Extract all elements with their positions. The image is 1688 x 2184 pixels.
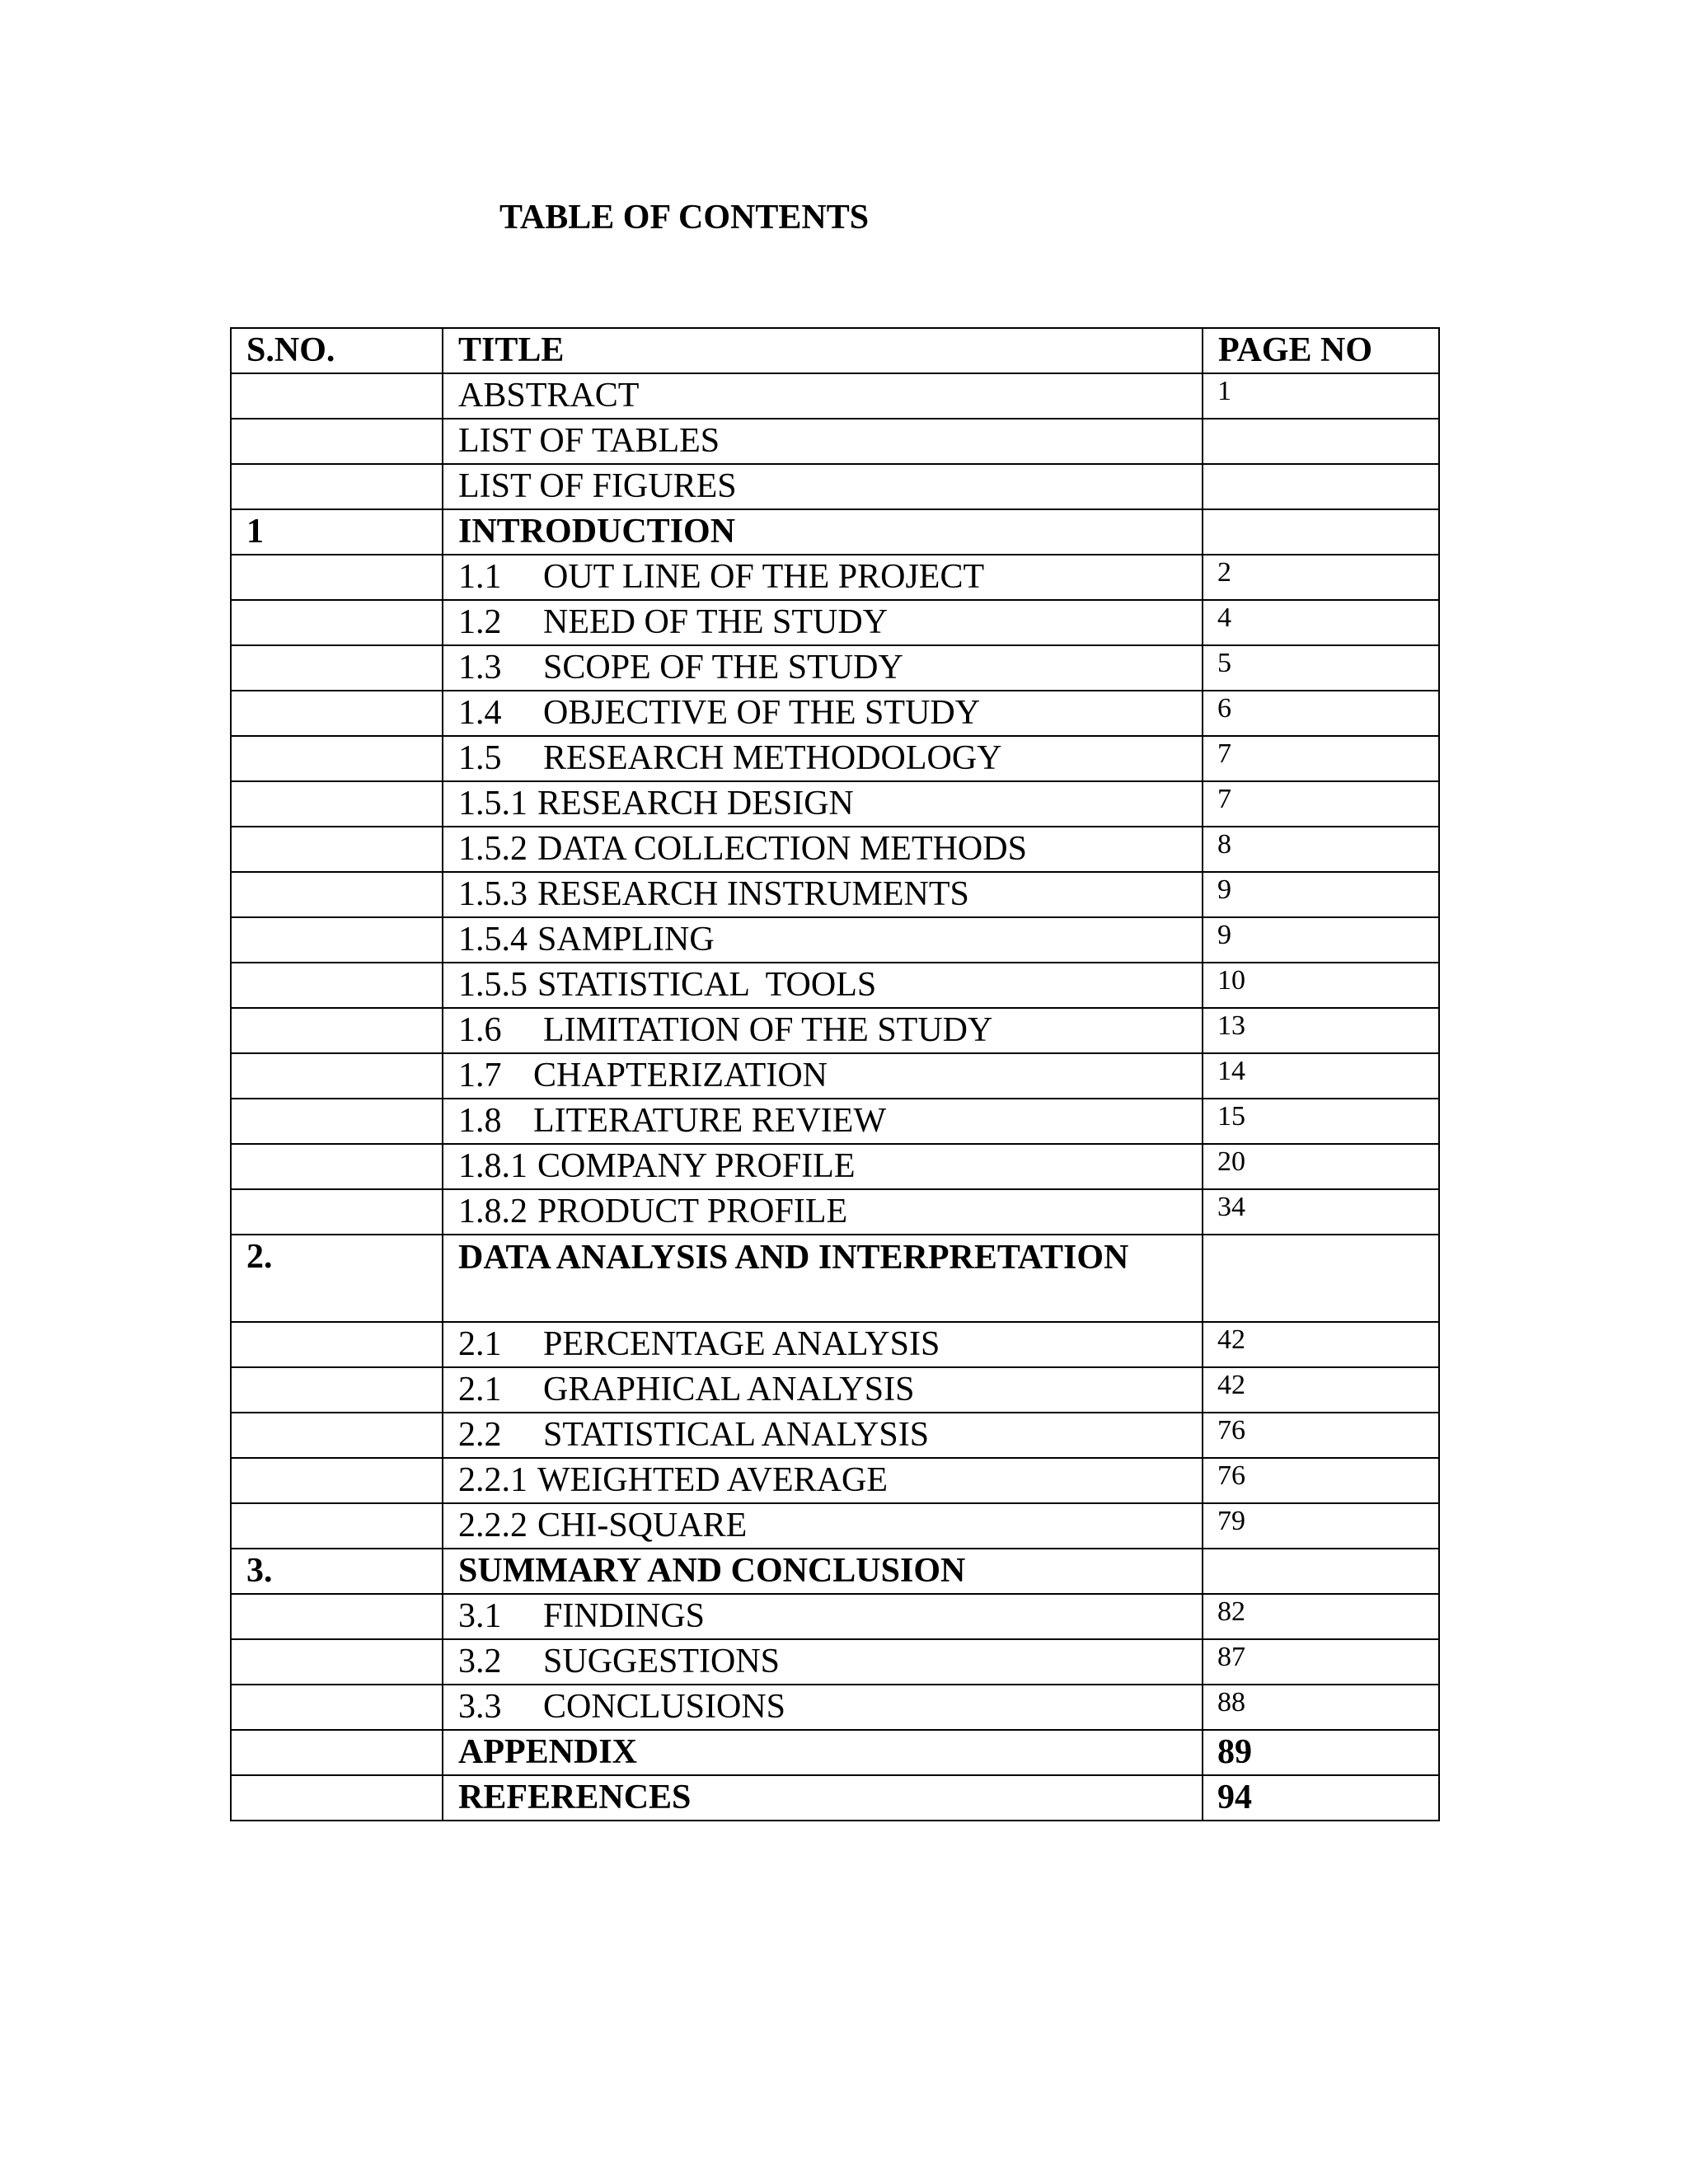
row-page-number: 76	[1203, 1458, 1439, 1503]
section-number: 1.2	[458, 603, 502, 641]
row-sno	[231, 1322, 443, 1367]
table-row	[231, 1639, 1439, 1685]
table-row	[231, 1594, 1439, 1639]
row-title	[443, 464, 1203, 509]
section-label: OUT LINE OF THE PROJECT	[543, 558, 985, 596]
table-row	[231, 917, 1439, 963]
row-title	[443, 1458, 1203, 1503]
section-label: PERCENTAGE ANALYSIS	[543, 1325, 940, 1363]
row-sno	[231, 736, 443, 781]
row-page-number: 8	[1203, 827, 1439, 872]
row-title	[443, 1503, 1203, 1549]
row-page-number: 94	[1203, 1775, 1439, 1821]
contents-body	[231, 373, 1439, 1821]
row-sno	[231, 1367, 443, 1413]
row-sno	[231, 600, 443, 645]
row-title	[443, 1685, 1203, 1730]
section-label: NEED OF THE STUDY	[543, 603, 889, 641]
section-number: 1.5.3	[458, 875, 528, 913]
header-page: PAGE NO	[1203, 328, 1439, 373]
section-number: 1.8.1	[458, 1147, 528, 1185]
row-sno	[231, 419, 443, 464]
row-page-number: 14	[1203, 1053, 1439, 1099]
table-row	[231, 1413, 1439, 1458]
row-page-number: 76	[1203, 1413, 1439, 1458]
row-title	[443, 1639, 1203, 1685]
table-row	[231, 1730, 1439, 1775]
row-title	[443, 872, 1203, 917]
row-sno: 1	[231, 509, 443, 555]
row-page-number: 10	[1203, 963, 1439, 1008]
row-page-number: 15	[1203, 1099, 1439, 1144]
section-number: 1.8	[458, 1102, 502, 1140]
row-title	[443, 691, 1203, 736]
section-label: INTRODUCTION	[458, 513, 736, 551]
row-page-number: 4	[1203, 600, 1439, 645]
section-number: 2.1	[458, 1325, 502, 1363]
section-label: DATA ANALYSIS AND INTERPRETATION	[458, 1239, 1129, 1277]
row-page-number: 42	[1203, 1322, 1439, 1367]
section-number: 1.5.1	[458, 785, 528, 823]
section-label: SUMMARY AND CONCLUSION	[458, 1552, 966, 1590]
row-sno	[231, 1189, 443, 1235]
row-sno	[231, 827, 443, 872]
section-label: RESEARCH METHODOLOGY	[543, 739, 1002, 777]
row-page-number: 42	[1203, 1367, 1439, 1413]
row-title	[443, 781, 1203, 827]
row-title	[443, 1053, 1203, 1099]
table-row	[231, 1053, 1439, 1099]
row-page-number: 34	[1203, 1189, 1439, 1235]
row-title	[443, 1235, 1203, 1322]
row-title	[443, 1144, 1203, 1189]
row-page-number	[1203, 1549, 1439, 1594]
row-title	[443, 1367, 1203, 1413]
row-sno	[231, 373, 443, 419]
table-row	[231, 1189, 1439, 1235]
row-sno	[231, 1503, 443, 1549]
section-number: 1.3	[458, 649, 502, 687]
row-sno: 2.	[231, 1235, 443, 1322]
row-page-number: 2	[1203, 555, 1439, 600]
section-label: CONCLUSIONS	[543, 1688, 786, 1726]
row-sno	[231, 464, 443, 509]
row-title	[443, 917, 1203, 963]
row-page-number: 7	[1203, 781, 1439, 827]
row-sno	[231, 1099, 443, 1144]
section-number: 1.5.5	[458, 966, 528, 1004]
row-sno	[231, 1730, 443, 1775]
row-page-number: 9	[1203, 872, 1439, 917]
table-row	[231, 1367, 1439, 1413]
header-title: TITLE	[443, 328, 1203, 373]
table-row	[231, 827, 1439, 872]
section-label: FINDINGS	[543, 1597, 706, 1635]
section-label: OBJECTIVE OF THE STUDY	[543, 694, 981, 732]
row-title	[443, 1322, 1203, 1367]
section-number: 1.6	[458, 1011, 502, 1049]
table-row	[231, 1322, 1439, 1367]
row-title	[443, 827, 1203, 872]
section-number: 2.2.1	[458, 1461, 528, 1499]
row-page-number	[1203, 509, 1439, 555]
section-number: 3.2	[458, 1643, 502, 1680]
section-label: LITERATURE REVIEW	[533, 1102, 887, 1140]
row-page-number: 82	[1203, 1594, 1439, 1639]
table-row	[231, 1549, 1439, 1594]
row-title	[443, 509, 1203, 555]
section-number: 2.2	[458, 1416, 502, 1454]
table-row	[231, 1235, 1439, 1322]
row-sno	[231, 1413, 443, 1458]
header-sno: S.NO.	[231, 328, 443, 373]
row-page-number: 6	[1203, 691, 1439, 736]
row-sno	[231, 1008, 443, 1053]
row-page-number: 79	[1203, 1503, 1439, 1549]
section-label: COMPANY PROFILE	[537, 1147, 856, 1185]
table-row	[231, 781, 1439, 827]
table-row	[231, 1503, 1439, 1549]
section-number: 1.5	[458, 739, 502, 777]
section-number: 1.7	[458, 1057, 502, 1094]
table-row	[231, 1099, 1439, 1144]
table-row	[231, 691, 1439, 736]
section-label: LIMITATION OF THE STUDY	[543, 1011, 993, 1049]
table-row	[231, 645, 1439, 691]
section-number: 2.1	[458, 1371, 502, 1408]
section-label: ABSTRACT	[458, 377, 640, 415]
row-sno	[231, 1144, 443, 1189]
row-page-number: 13	[1203, 1008, 1439, 1053]
row-sno	[231, 917, 443, 963]
table-row	[231, 600, 1439, 645]
row-sno	[231, 1685, 443, 1730]
table-row	[231, 1775, 1439, 1821]
table-row	[231, 963, 1439, 1008]
row-page-number: 89	[1203, 1730, 1439, 1775]
section-label: RESEARCH DESIGN	[537, 785, 854, 823]
row-sno	[231, 555, 443, 600]
row-page-number: 88	[1203, 1685, 1439, 1730]
row-title	[443, 645, 1203, 691]
section-label: GRAPHICAL ANALYSIS	[543, 1371, 915, 1408]
row-title	[443, 1775, 1203, 1821]
section-label: CHAPTERIZATION	[533, 1057, 828, 1094]
table-row	[231, 373, 1439, 419]
row-sno	[231, 1639, 443, 1685]
table-row	[231, 1685, 1439, 1730]
table-row	[231, 464, 1439, 509]
table-header-row	[231, 328, 1439, 373]
row-title	[443, 373, 1203, 419]
table-row	[231, 872, 1439, 917]
section-label: PRODUCT PROFILE	[537, 1193, 848, 1230]
row-title	[443, 1549, 1203, 1594]
section-number: 3.3	[458, 1688, 502, 1726]
section-label: SCOPE OF THE STUDY	[543, 649, 903, 687]
row-title	[443, 1099, 1203, 1144]
section-label: DATA COLLECTION METHODS	[537, 830, 1027, 868]
row-title	[443, 419, 1203, 464]
table-row	[231, 1008, 1439, 1053]
table-row	[231, 419, 1439, 464]
row-title	[443, 1008, 1203, 1053]
row-title	[443, 1730, 1203, 1775]
row-page-number: 87	[1203, 1639, 1439, 1685]
section-label: LIST OF FIGURES	[458, 467, 737, 505]
table-row	[231, 555, 1439, 600]
section-label: STATISTICAL ANALYSIS	[543, 1416, 930, 1454]
row-page-number: 9	[1203, 917, 1439, 963]
row-title	[443, 1413, 1203, 1458]
section-number: 1.5.2	[458, 830, 528, 868]
row-sno	[231, 781, 443, 827]
row-page-number	[1203, 1235, 1439, 1322]
section-number: 2.2.2	[458, 1507, 528, 1544]
row-sno	[231, 872, 443, 917]
section-label: STATISTICAL TOOLS	[537, 966, 877, 1004]
row-page-number	[1203, 464, 1439, 509]
row-page-number	[1203, 419, 1439, 464]
section-number: 1.5.4	[458, 921, 528, 958]
section-number: 1.4	[458, 694, 502, 732]
section-label: CHI-SQUARE	[537, 1507, 748, 1544]
table-row	[231, 509, 1439, 555]
table-row	[231, 1458, 1439, 1503]
table-row	[231, 1144, 1439, 1189]
row-sno	[231, 1775, 443, 1821]
section-label: RESEARCH INSTRUMENTS	[537, 875, 969, 913]
section-label: WEIGHTED AVERAGE	[537, 1461, 889, 1499]
row-sno	[231, 691, 443, 736]
row-title	[443, 600, 1203, 645]
section-label: REFERENCES	[458, 1779, 692, 1816]
row-title	[443, 1594, 1203, 1639]
row-page-number: 1	[1203, 373, 1439, 419]
row-sno	[231, 1458, 443, 1503]
section-label: LIST OF TABLES	[458, 422, 720, 460]
row-title	[443, 963, 1203, 1008]
contents-table	[230, 327, 1440, 1821]
row-title	[443, 555, 1203, 600]
row-title	[443, 1189, 1203, 1235]
row-sno	[231, 645, 443, 691]
row-sno	[231, 963, 443, 1008]
row-sno: 3.	[231, 1549, 443, 1594]
section-number: 1.8.2	[458, 1193, 528, 1230]
row-page-number: 5	[1203, 645, 1439, 691]
table-row	[231, 736, 1439, 781]
section-label: SAMPLING	[537, 921, 715, 958]
section-label: APPENDIX	[458, 1733, 637, 1771]
row-sno	[231, 1053, 443, 1099]
section-number: 3.1	[458, 1597, 502, 1635]
row-page-number: 7	[1203, 736, 1439, 781]
row-title	[443, 736, 1203, 781]
section-number: 1.1	[458, 558, 502, 596]
row-page-number: 20	[1203, 1144, 1439, 1189]
page-title: TABLE OF CONTENTS	[499, 199, 870, 237]
row-sno	[231, 1594, 443, 1639]
section-label: SUGGESTIONS	[543, 1643, 781, 1680]
